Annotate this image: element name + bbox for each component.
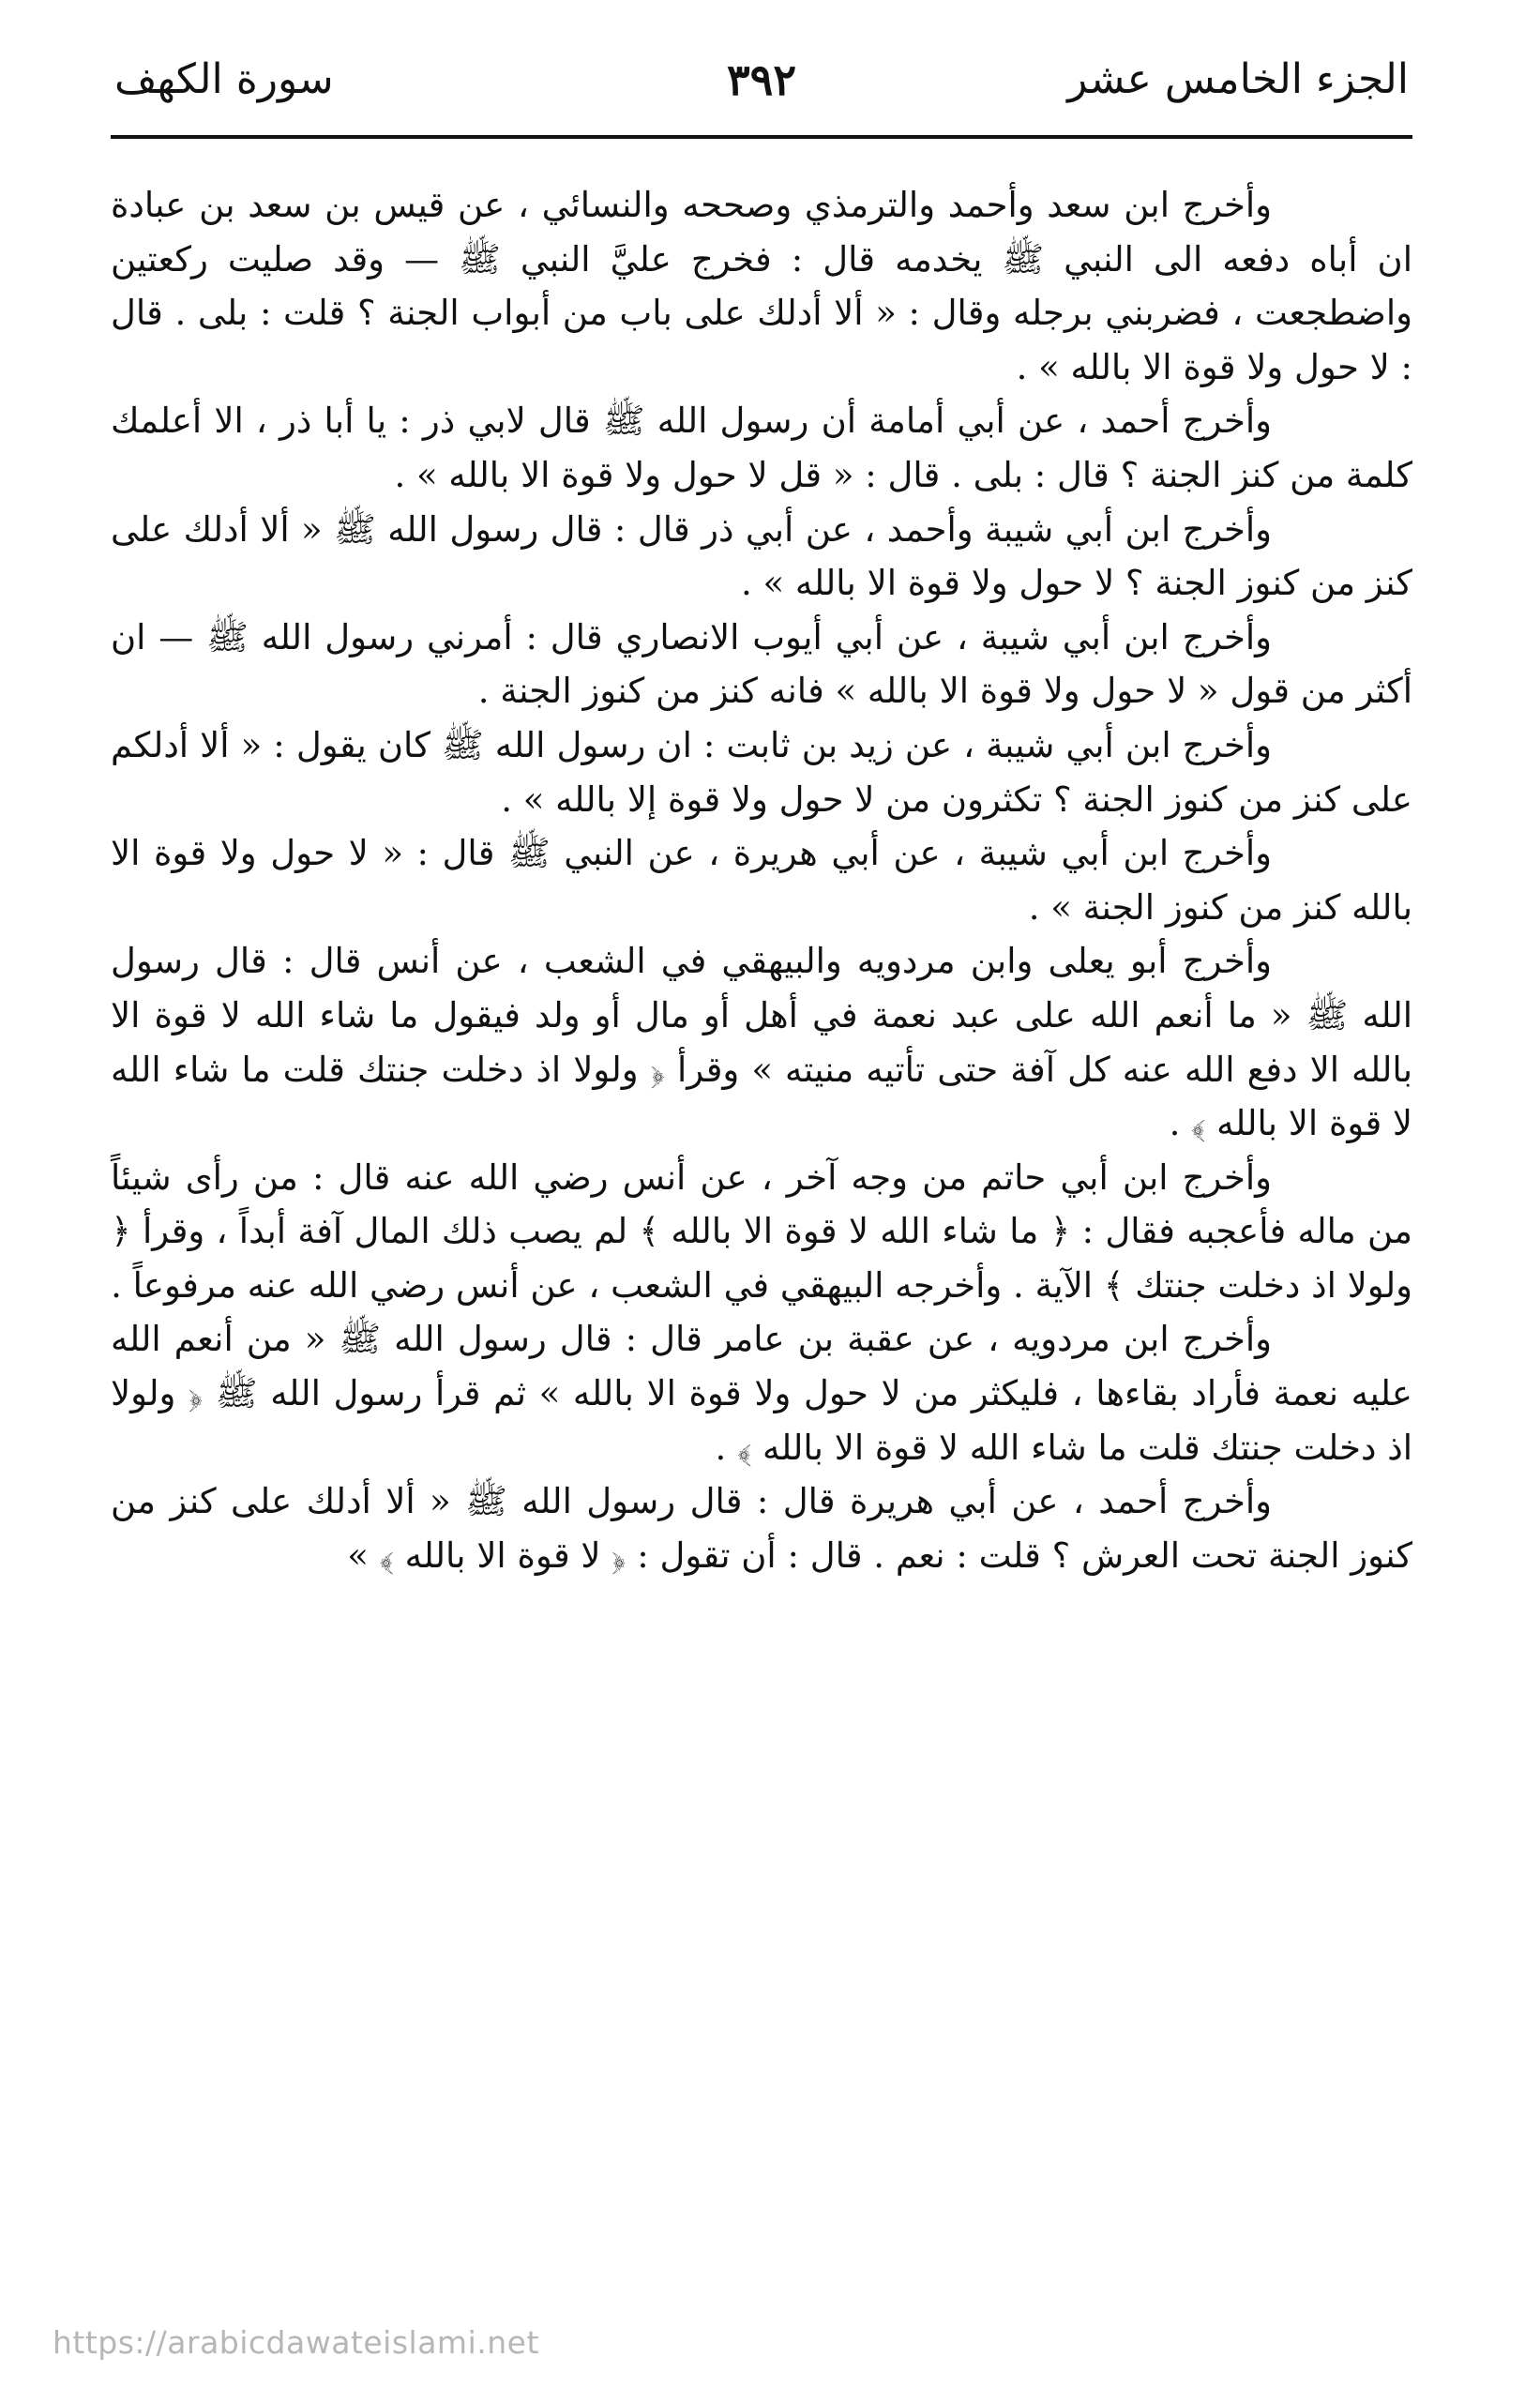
surah-name: سورة الكهف <box>114 55 334 103</box>
paragraph: وأخرج أبو يعلى وابن مردويه والبيهقي في الشعب ، عن أنس قال : قال رسول الله ﷺ « ما أنعم الله على عبد نعمة في أهل أو مال أو ولد فيقول ما شاء الله لا قوة الا بالله الا دفع الله عنه كل آفة حتى تأتيه منيته » وقرأ ﴿ ولولا اذ دخلت جنتك قلت ما شاء الله لا قوة الا بالله ﴾ . <box>111 941 1412 1144</box>
paragraph: وأخرج ابن أبي شيبة وأحمد ، عن أبي ذر قال : قال رسول الله ﷺ « ألا أدلك على كنز من كنوز الجنة ؟ لا حول ولا قوة الا بالله » . <box>111 508 1412 604</box>
paragraph: وأخرج ابن مردويه ، عن عقبة بن عامر قال : قال رسول الله ﷺ « من أنعم الله عليه نعمة فأراد بقاءها ، فليكثر من لا حول ولا قوة الا بالله » ثم قرأ رسول الله ﷺ ﴿ ولولا اذ دخلت جنتك قلت ما شاء الله لا قوة الا بالله ﴾ . <box>111 1319 1412 1468</box>
page-body <box>111 178 1412 1582</box>
watermark-url: https://arabicdawateislami.net <box>53 2324 539 2361</box>
page-number: ٣٩٢ <box>726 54 797 105</box>
part-label: الجزء الخامس عشر <box>1067 55 1409 103</box>
paragraph: وأخرج ابن أبي حاتم من وجه آخر ، عن أنس رضي الله عنه قال : من رأى شيئاً من ماله فأعجبه فقال : ﴿ ما شاء الله لا قوة الا بالله ﴾ لم يصب ذلك المال آفة أبداً ، وقرأ ﴿ ولولا اذ دخلت جنتك ﴾ الآية . وأخرجه البيهقي في الشعب ، عن أنس رضي الله عنه مرفوعاً . <box>111 1156 1412 1306</box>
paragraph: وأخرج ابن أبي شيبة ، عن زيد بن ثابت : ان رسول الله ﷺ كان يقول : « ألا أدلكم على كنز من كنوز الجنة ؟ تكثرون من لا حول ولا قوة إلا بالله » . <box>111 724 1412 820</box>
page-header <box>114 47 1409 113</box>
paragraph: وأخرج ابن أبي شيبة ، عن أبي أيوب الانصاري قال : أمرني رسول الله ﷺ — ان أكثر من قول « لا حول ولا قوة الا بالله » فانه كنز من كنوز الجنة . <box>111 616 1412 712</box>
paragraph: وأخرج ابن سعد وأحمد والترمذي وصححه والنسائي ، عن قيس بن سعد بن عبادة ان أباه دفعه الى النبي ﷺ يخدمه قال : فخرج عليَّ النبي ﷺ — وقد صليت ركعتين واضطجعت ، فضربني برجله وقال : « ألا أدلك على باب من أبواب الجنة ؟ قلت : بلى . قال : لا حول ولا قوة الا بالله » . <box>111 185 1412 387</box>
paragraph: وأخرج أحمد ، عن أبي هريرة قال : قال رسول الله ﷺ « ألا أدلك على كنز من كنوز الجنة تحت العرش ؟ قلت : نعم . قال : أن تقول : ﴿ لا قوة الا بالله ﴾ » <box>111 1481 1412 1576</box>
paragraph: وأخرج ابن أبي شيبة ، عن أبي هريرة ، عن النبي ﷺ قال : « لا حول ولا قوة الا بالله كنز من كنوز الجنة » . <box>111 833 1412 928</box>
header-rule <box>111 135 1412 139</box>
paragraph: وأخرج أحمد ، عن أبي أمامة أن رسول الله ﷺ قال لابي ذر : يا أبا ذر ، الا أعلمك كلمة من كنز الجنة ؟ قال : بلى . قال : « قل لا حول ولا قوة الا بالله » . <box>111 401 1412 495</box>
